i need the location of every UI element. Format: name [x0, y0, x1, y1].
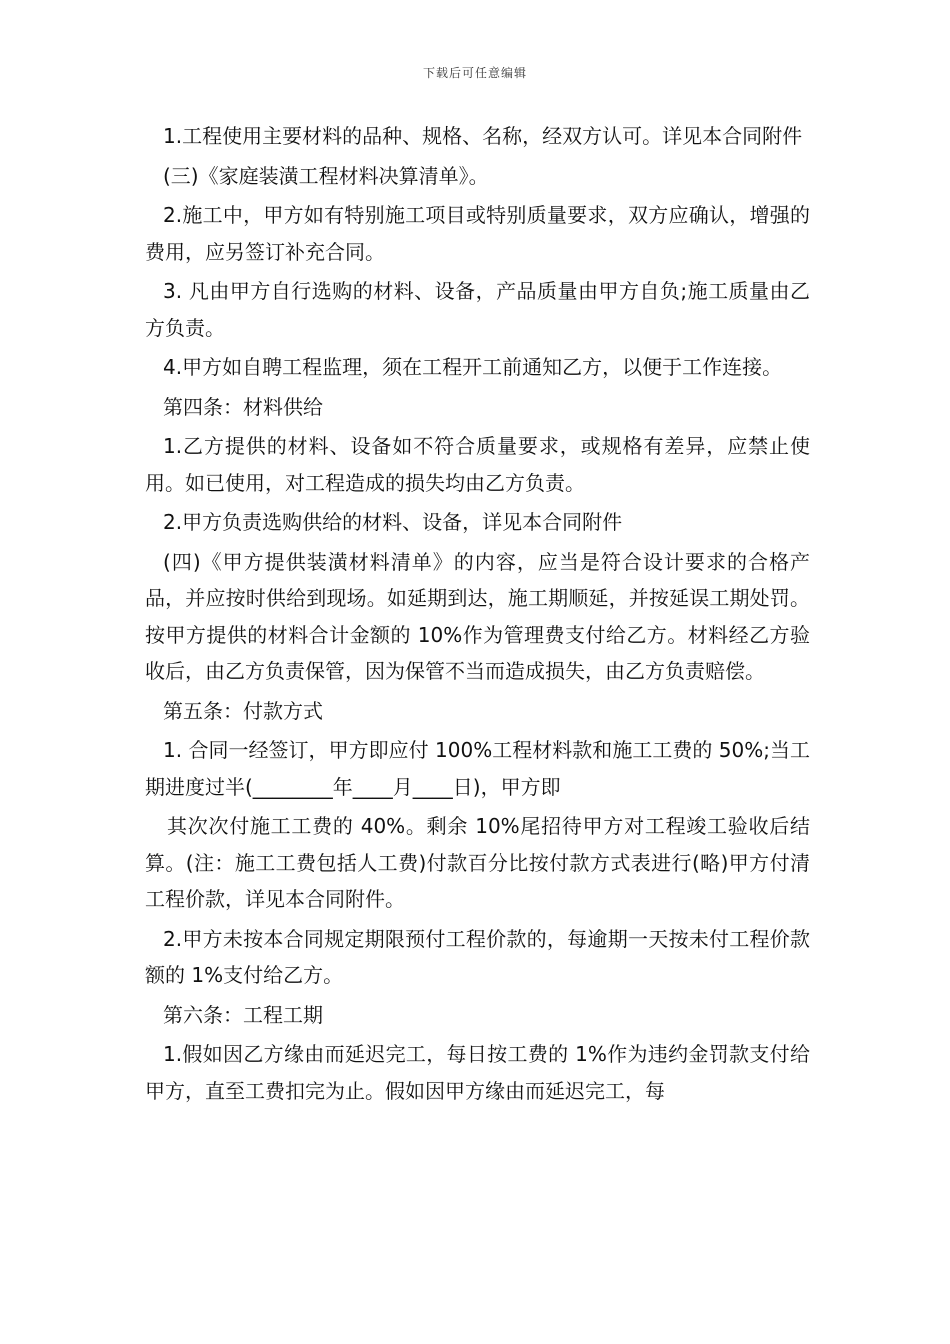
- paragraph-payment-schedule: 1. 合同一经签订，甲方即应付 100%工程材料款和施工工费的 50%;当工期进度过半(________年____月____日)，甲方即: [145, 738, 810, 799]
- paragraph-client-materials-list: (四)《甲方提供装潢材料清单》的内容，应当是符合设计要求的合格产品，并应按时供给到现场。如延期到达，施工期顺延，并按延误工期处罚。按甲方提供的材料合计金额的 10%作为管理费支付给乙方。材料经乙方验收后，由乙方负责保管，因为保管不当而造成损失，由乙方负责赔偿。: [145, 549, 810, 683]
- section-heading-article-5: 第五条：付款方式: [163, 698, 323, 723]
- paragraph-supervision: 4.甲方如自聘工程监理，须在工程开工前通知乙方，以便于工作连接。: [163, 355, 783, 379]
- paragraph-contractor-materials: 1.乙方提供的材料、设备如不符合质量要求，或规格有差异，应禁止使用。如已使用，对工程造成的损失均由乙方负责。: [145, 434, 810, 495]
- page-header-note: 下载后可任意编辑: [422, 66, 527, 80]
- document-body: [145, 118, 810, 1112]
- paragraph-second-payment: 其次次付施工工费的 40%。剩余 10%尾招待甲方对工程竣工验收后结算。(注：施工工费包括人工费)付款百分比按付款方式表进行(略)甲方付清工程价款，详见本合同附件。: [145, 814, 810, 911]
- paragraph-delay-penalty: 1.假如因乙方缘由而延迟完工，每日按工费的 1%作为违约金罚款支付给甲方，直至工费扣完为止。假如因甲方缘由而延迟完工，每: [145, 1042, 810, 1103]
- paragraph-materials-list-ref: (三)《家庭装潢工程材料决算清单》。: [163, 163, 489, 188]
- paragraph-self-purchased-materials: 3. 凡由甲方自行选购的材料、设备，产品质量由甲方自负;施工质量由乙方负责。: [145, 279, 810, 340]
- section-heading-article-6: 第六条：工程工期: [163, 1002, 323, 1027]
- paragraph-special-requirements: 2.施工中，甲方如有特别施工项目或特别质量要求，双方应确认，增强的费用，应另签订补充合同。: [145, 203, 810, 264]
- section-heading-article-4: 第四条：材料供给: [163, 394, 323, 419]
- paragraph-client-materials: 2.甲方负责选购供给的材料、设备，详见本合同附件: [163, 510, 623, 534]
- paragraph-materials-approval: 1.工程使用主要材料的品种、规格、名称，经双方认可。详见本合同附件: [163, 124, 803, 148]
- paragraph-late-payment: 2.甲方未按本合同规定期限预付工程价款的，每逾期一天按未付工程价款额的 1%支付给乙方。: [145, 926, 810, 987]
